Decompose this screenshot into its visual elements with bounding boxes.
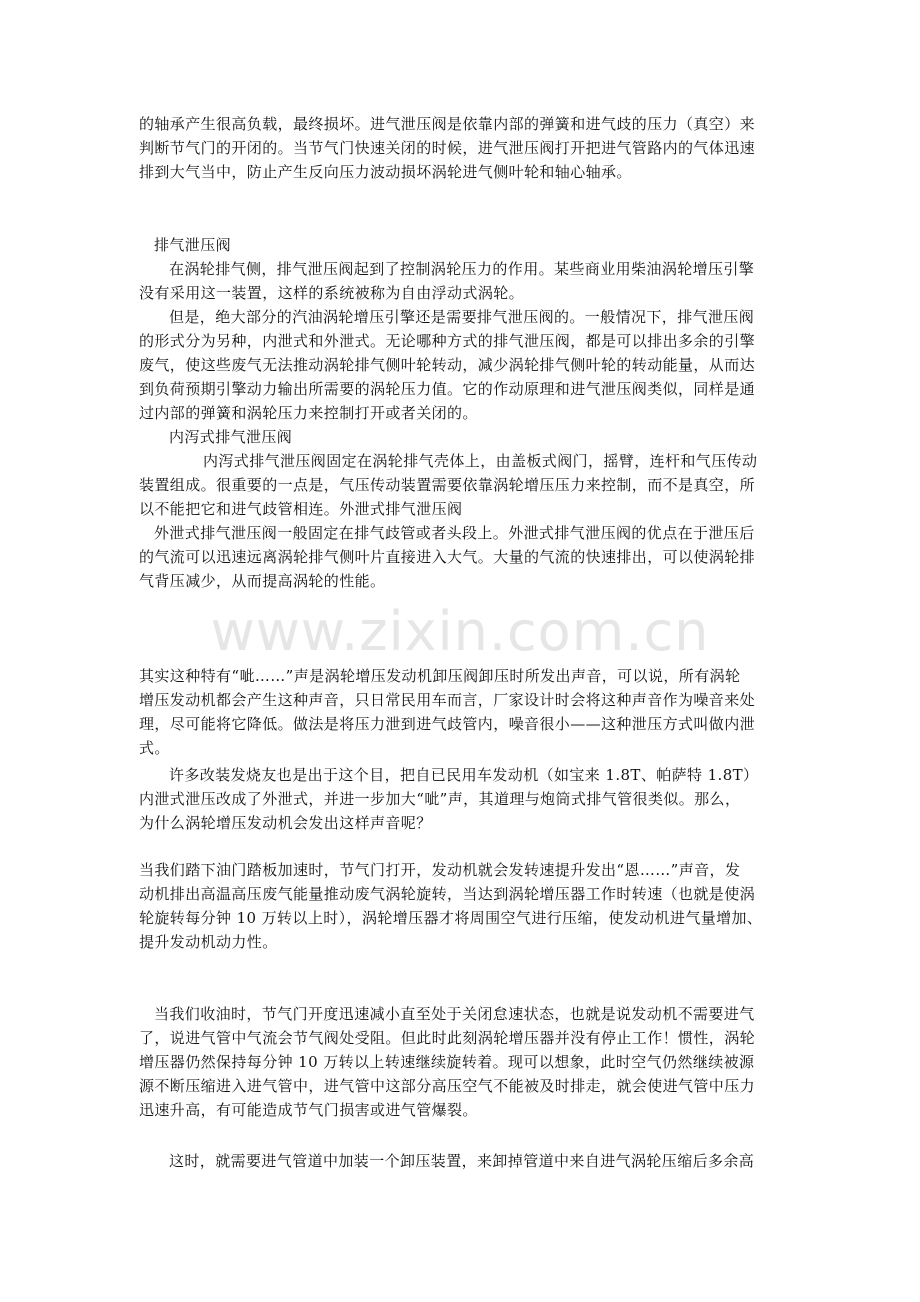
paragraph-throttle-off	[139, 1002, 794, 1122]
section-heading: 内泻式排气泄压阀	[169, 428, 293, 446]
text-line: 的气流可以迅速远离涡轮排气侧叶片直接进入大气。大量的气流的快速排出，可以使涡轮排	[139, 548, 756, 566]
text-line: 式。	[139, 739, 170, 757]
text-line: 迅速升高，有可能造成节气门损害或进气管爆裂。	[139, 1101, 478, 1119]
text-line: 废气，使这些废气无法推动涡轮排气侧叶轮转动，减少涡轮排气侧叶轮的转动能量，从而达	[139, 356, 756, 374]
text-line: 当我们收油时，节气门开度迅速减小直至处于关闭怠速状态，也就是说发动机不需要进气	[154, 1005, 755, 1023]
text-line: 当我们踏下油门踏板加速时，节气门打开，发动机就会发转速提升发出“恩……”声音，发	[139, 861, 741, 879]
watermark-text: www.zixin.com.cn	[210, 600, 710, 663]
text-line: 提升发动机动力性。	[139, 933, 278, 951]
paragraph-internal-wastegate	[139, 449, 794, 521]
text-line: 判断节气门的开闭的。当节气门快速关闭的时候，进气泄压阀打开把进气管路内的气体迅速	[139, 139, 756, 157]
paragraph-hiss-sound	[139, 664, 794, 760]
text-line: 装置组成。很重要的一点是，气压传动装置需要依靠涡轮增压压力来控制，而不是真空，所	[139, 476, 756, 494]
text-line: 没有采用这一装置，这样的系统被称为自由浮动式涡轮。	[139, 284, 525, 302]
paragraph-external-wastegate	[139, 521, 794, 593]
paragraph-gasoline-turbo	[139, 305, 794, 425]
heading-internal-wastegate	[139, 425, 794, 449]
paragraph-exhaust-side	[139, 257, 794, 305]
text-line: 其实这种特有“呲……”声是涡轮增压发动机卸压阀卸压时所发出声音，可以说，所有涡轮	[139, 667, 741, 685]
text-line: 在涡轮排气侧，排气泄压阀起到了控制涡轮压力的作用。某些商业用柴油涡轮增压引擎	[169, 260, 755, 278]
text-line: 了，说进气管中气流会节气阀处受阻。但此时此刻涡轮增压器并没有停止工作！惯性，涡轮	[139, 1029, 756, 1047]
text-line: 动机排出高温高压废气能量推动废气涡轮旋转，当达到涡轮增压器工作时转速（也就是使涡	[139, 885, 756, 903]
text-line: 内泄式泄压改成了外泄式，并进一步加大“呲”声，其道理与炮筒式排气管很类似。那么，	[139, 790, 741, 808]
text-line: 这时，就需要进气管道中加装一个卸压装置，来卸掉管道中来自进气涡轮压缩后多余高	[169, 1152, 755, 1170]
text-line: 到负荷预期引擎动力输出所需要的涡轮压力值。它的作动原理和进气泄压阀类似，同样是通	[139, 380, 756, 398]
text-line: 以不能把它和进气歧管相连。外泄式排气泄压阀	[139, 500, 463, 518]
text-line: 许多改装发烧友也是出于这个目，把自已民用车发动机（如宝来 1.8T、帕萨特 1.8T）	[169, 766, 759, 784]
paragraph-modification	[139, 763, 794, 835]
text-line: 源不断压缩进入进气管中，进气管中这部分高压空气不能被及时排走，就会使进气管中压力	[139, 1077, 756, 1095]
heading-exhaust-wastegate	[139, 233, 794, 257]
text-line: 为什么涡轮增压发动机会发出这样声音呢？	[139, 814, 432, 832]
text-line: 轮旋转每分钟 10 万转以上时），涡轮增压器才将周围空气进行压缩，使发动机进气量增加、	[139, 909, 763, 927]
paragraph-intake-valve-end	[139, 112, 794, 184]
paragraph-relief-device	[139, 1149, 794, 1173]
text-line: 过内部的弹簧和涡轮压力来控制打开或者关闭的。	[139, 404, 478, 422]
text-line: 的形式分为另种，内泄式和外泄式。无论哪种方式的排气泄压阀，都是可以排出多余的引擎	[139, 332, 756, 350]
text-line: 排到大气当中，防止产生反向压力波动损坏涡轮进气侧叶轮和轴心轴承。	[139, 163, 632, 181]
section-heading: 排气泄压阀	[154, 236, 232, 254]
text-line: 理，尽可能将它降低。做法是将压力泄到进气歧管内，噪音很小——这种泄压方式叫做内泄	[139, 715, 756, 733]
text-line: 增压发动机都会产生这种声音，只日常民用车而言，厂家设计时会将这种声音作为噪音来处	[139, 691, 756, 709]
paragraph-acceleration	[139, 858, 794, 954]
text-line: 的轴承产生很高负载，最终损坏。进气泄压阀是依靠内部的弹簧和进气歧的压力（真空）来	[139, 115, 756, 133]
text-line: 外泄式排气泄压阀一般固定在排气歧管或者头段上。外泄式排气泄压阀的优点在于泄压后	[154, 524, 755, 542]
text-line: 但是，绝大部分的汽油涡轮增压引擎还是需要排气泄压阀的。一般情况下，排气泄压阀	[169, 308, 755, 326]
text-line: 气背压减少，从而提高涡轮的性能。	[139, 572, 386, 590]
text-line: 增压器仍然保持每分钟 10 万转以上转速继续旋转着。现可以想象，此时空气仍然继续被源	[139, 1053, 755, 1071]
text-line: 内泻式排气泄压阀固定在涡轮排气壳体上，由盖板式阀门，摇臂，连杆和气压传动	[203, 452, 758, 470]
